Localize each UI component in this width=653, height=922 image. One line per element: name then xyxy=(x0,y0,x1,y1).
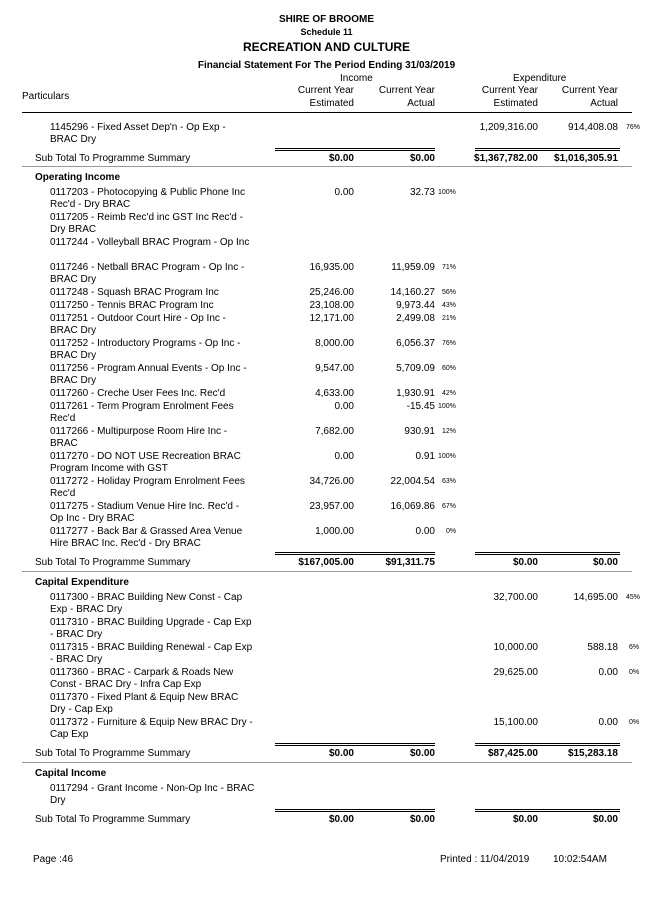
inc-percent: 63% xyxy=(442,478,457,485)
subtotal-rule xyxy=(475,148,620,151)
inc-estimated: 0.00 xyxy=(334,451,354,462)
inc-percent: 21% xyxy=(442,315,457,322)
list-item: 0117248 - Squash BRAC Program Inc xyxy=(50,287,219,298)
subtotal-rule xyxy=(275,148,435,151)
inc-estimated: 23,108.00 xyxy=(309,300,354,311)
inc-percent: 12% xyxy=(442,428,457,435)
inc-actual: 5,709.09 xyxy=(396,363,435,374)
list-item: 0117294 - Grant Income - Non-Op Inc - BRAC Dry xyxy=(50,783,255,806)
section-rule xyxy=(22,571,632,572)
subtotal-label: Sub Total To Programme Summary xyxy=(35,557,191,568)
exp-percent: 76% xyxy=(626,124,641,131)
subtotal-inc-act: $0.00 xyxy=(409,814,435,825)
inc-actual: 2,499.08 xyxy=(396,313,435,324)
list-item: 0117250 - Tennis BRAC Program Inc xyxy=(50,300,214,311)
list-item: 0117252 - Introductory Programs - Op Inc - BRAC Dry xyxy=(50,338,241,361)
list-item: 0117272 - Holiday Program Enrolment Fees Rec'd xyxy=(50,476,245,499)
inc-estimated: 0.00 xyxy=(334,401,354,412)
subtotal-exp-est: $87,425.00 xyxy=(487,748,538,759)
inc-percent: 56% xyxy=(442,289,457,296)
section-rule xyxy=(22,762,632,763)
subtotal-exp-act: $0.00 xyxy=(592,814,618,825)
inc-percent: 60% xyxy=(442,365,457,372)
subtotal-rule xyxy=(475,809,620,812)
income-header: Income xyxy=(340,73,373,84)
inc-actual: -15.45 xyxy=(406,401,435,412)
list-item: 0117251 - Outdoor Court Hire - Op Inc - BRAC Dry xyxy=(50,313,227,336)
inc-estimated: 16,935.00 xyxy=(309,262,354,273)
subtotal-inc-est: $167,005.00 xyxy=(298,557,354,568)
subtotal-inc-est: $0.00 xyxy=(328,153,354,164)
exp-actual: 914,408.08 xyxy=(567,122,618,133)
subtotal-inc-est: $0.00 xyxy=(328,814,354,825)
section-rule xyxy=(22,166,632,167)
inc-actual: 1,930.91 xyxy=(396,388,435,399)
inc-actual: 930.91 xyxy=(404,426,435,437)
exp-actual: 0.00 xyxy=(598,667,618,678)
inc-actual: 0.00 xyxy=(415,526,435,537)
inc-estimated: 8,000.00 xyxy=(315,338,354,349)
exp-percent: 0% xyxy=(629,669,640,676)
list-item: 0117261 - Term Program Enrolment Fees Rec'd xyxy=(50,401,234,424)
list-item: 0117277 - Back Bar & Grassed Area Venue Hire BRAC Inc. Rec'd - Dry BRAC xyxy=(50,526,243,549)
inc-estimated: 34,726.00 xyxy=(309,476,354,487)
exp-actual: 14,695.00 xyxy=(573,592,618,603)
inc-estimated: 7,682.00 xyxy=(315,426,354,437)
section-title-operating-income: Operating Income xyxy=(35,172,121,183)
inc-percent: 67% xyxy=(442,503,457,510)
inc-percent: 43% xyxy=(442,302,457,309)
particulars-header: Particulars xyxy=(22,91,70,102)
list-item: 0117300 - BRAC Building New Const - Cap Exp - BRAC Dry xyxy=(50,592,243,615)
col-exp-act-l2: Actual xyxy=(590,98,618,109)
inc-percent: 71% xyxy=(442,264,457,271)
subtotal-exp-est: $0.00 xyxy=(512,557,538,568)
list-item: 0117360 - BRAC - Carpark & Roads New Const - BRAC Dry - Infra Cap Exp xyxy=(50,667,234,690)
col-exp-est-l2: Estimated xyxy=(493,98,538,109)
list-item: 0117310 - BRAC Building Upgrade - Cap Exp - BRAC Dry xyxy=(50,617,252,640)
expenditure-header: Expenditure xyxy=(513,73,567,84)
col-inc-act-l1: Current Year xyxy=(378,85,435,96)
list-item: 0117370 - Fixed Plant & Equip New BRAC Dry - Cap Exp xyxy=(50,692,239,715)
col-exp-est-l1: Current Year xyxy=(481,85,538,96)
subtotal-exp-act: $0.00 xyxy=(592,557,618,568)
exp-estimated: 32,700.00 xyxy=(493,592,538,603)
inc-percent: 100% xyxy=(438,403,456,410)
exp-estimated: 15,100.00 xyxy=(493,717,538,728)
inc-estimated: 23,957.00 xyxy=(309,501,354,512)
inc-percent: 76% xyxy=(442,340,457,347)
inc-estimated: 0.00 xyxy=(334,187,354,198)
program-title: RECREATION AND CULTURE xyxy=(242,40,411,54)
exp-estimated: 10,000.00 xyxy=(493,642,538,653)
subtotal-label: Sub Total To Programme Summary xyxy=(35,153,191,164)
subtotal-exp-act: $15,283.18 xyxy=(567,748,618,759)
inc-actual: 22,004.54 xyxy=(390,476,435,487)
list-item: 0117315 - BRAC Building Renewal - Cap Exp - BRAC Dry xyxy=(50,642,253,665)
schedule-label: Schedule 11 xyxy=(300,27,353,37)
subtotal-inc-est: $0.00 xyxy=(328,748,354,759)
col-exp-act-l1: Current Year xyxy=(561,85,618,96)
list-item: 0117205 - Reimb Rec'd inc GST Inc Rec'd - Dry BRAC xyxy=(50,212,243,235)
inc-estimated: 12,171.00 xyxy=(309,313,354,324)
header-rule xyxy=(22,112,632,113)
list-item: 0117275 - Stadium Venue Hire Inc. Rec'd - Op Inc - Dry BRAC xyxy=(50,501,240,524)
exp-actual: 588.18 xyxy=(587,642,618,653)
exp-percent: 6% xyxy=(629,644,640,651)
exp-estimated: 1,209,316.00 xyxy=(479,122,538,133)
exp-percent: 0% xyxy=(629,719,640,726)
subtotal-inc-act: $91,311.75 xyxy=(385,557,435,568)
list-item: 0117372 - Furniture & Equip New BRAC Dry - Cap Exp xyxy=(50,717,253,740)
inc-actual: 6,056.37 xyxy=(396,338,435,349)
subtotal-exp-act: $1,016,305.91 xyxy=(554,153,618,164)
subtotal-rule xyxy=(275,743,435,746)
exp-percent: 45% xyxy=(626,594,641,601)
inc-estimated: 4,633.00 xyxy=(315,388,354,399)
inc-percent: 100% xyxy=(438,189,456,196)
printed-time: 10:02:54AM xyxy=(553,854,607,865)
list-item: 0117260 - Creche User Fees Inc. Rec'd xyxy=(50,388,226,399)
list-item: 0117266 - Multipurpose Room Hire Inc - BRAC xyxy=(50,426,228,449)
col-inc-est-l2: Estimated xyxy=(309,98,354,109)
page-number: Page :46 xyxy=(33,854,74,865)
list-item: 0117246 - Netball BRAC Program - Op Inc - BRAC Dry xyxy=(50,262,245,285)
inc-actual: 9,973.44 xyxy=(396,300,435,311)
subtotal-inc-act: $0.00 xyxy=(409,153,435,164)
col-inc-est-l1: Current Year xyxy=(297,85,354,96)
inc-percent: 100% xyxy=(438,453,456,460)
list-item: 0117256 - Program Annual Events - Op Inc - BRAC Dry xyxy=(50,363,247,386)
subtotal-rule xyxy=(275,809,435,812)
subtotal-rule xyxy=(475,743,620,746)
subtotal-exp-est: $0.00 xyxy=(512,814,538,825)
inc-estimated: 1,000.00 xyxy=(315,526,354,537)
exp-estimated: 29,625.00 xyxy=(493,667,538,678)
inc-estimated: 25,246.00 xyxy=(309,287,354,298)
inc-actual: 32.73 xyxy=(409,187,435,198)
inc-percent: 0% xyxy=(446,528,457,535)
exp-actual: 0.00 xyxy=(598,717,618,728)
subtotal-inc-act: $0.00 xyxy=(409,748,435,759)
statement-title: Financial Statement For The Period Ending 31/03/2019 xyxy=(197,60,456,71)
account-description: 1145296 - Fixed Asset Dep'n - Op Exp - BRAC Dry xyxy=(50,122,226,145)
inc-percent: 42% xyxy=(442,390,457,397)
section-title-capital-income: Capital Income xyxy=(35,768,107,779)
inc-estimated: 9,547.00 xyxy=(315,363,354,374)
col-inc-act-l2: Actual xyxy=(407,98,435,109)
list-item: 0117203 - Photocopying & Public Phone Inc Rec'd - Dry BRAC xyxy=(50,187,245,210)
subtotal-label: Sub Total To Programme Summary xyxy=(35,814,191,825)
subtotal-label: Sub Total To Programme Summary xyxy=(35,748,191,759)
inc-actual: 11,959.09 xyxy=(391,262,435,273)
subtotal-exp-est: $1,367,782.00 xyxy=(474,153,538,164)
printed-date: Printed : 11/04/2019 xyxy=(440,854,530,865)
inc-actual: 0.91 xyxy=(415,451,435,462)
list-item: 0117270 - DO NOT USE Recreation BRAC Program Income with GST xyxy=(50,451,241,474)
inc-actual: 16,069.86 xyxy=(390,501,435,512)
subtotal-rule xyxy=(475,552,620,555)
inc-actual: 14,160.27 xyxy=(390,287,435,298)
list-item: 0117244 - Volleyball BRAC Program - Op Inc xyxy=(50,237,250,248)
subtotal-rule xyxy=(275,552,435,555)
org-name: SHIRE OF BROOME xyxy=(278,14,374,25)
section-title-capital-expenditure: Capital Expenditure xyxy=(35,577,129,588)
